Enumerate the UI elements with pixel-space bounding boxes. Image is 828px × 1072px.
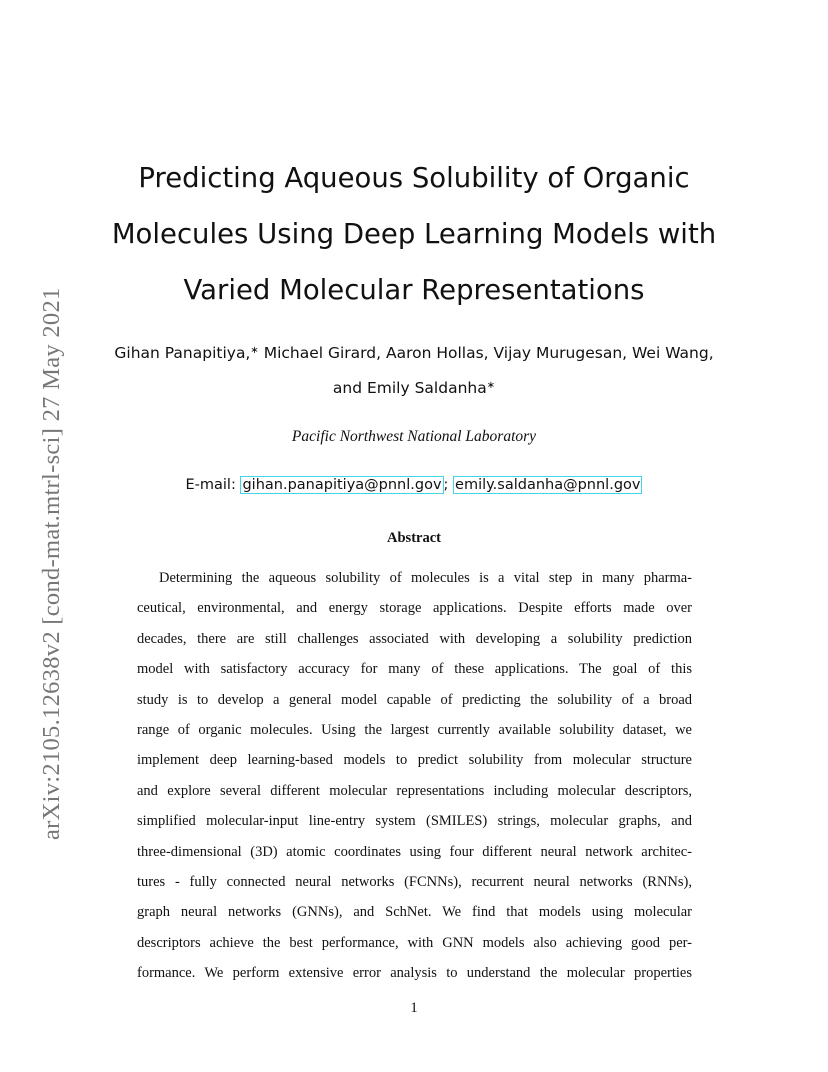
author-name-first: Gihan Panapitiya, xyxy=(114,344,251,362)
abstract-line: simplified molecular-input line-entry system (SMILES) strings, molecular graphs, and xyxy=(137,813,692,830)
author-name-last: and Emily Saldanha xyxy=(332,379,487,397)
abstract-line: formance. We perform extensive error analysis to understand the molecular properties xyxy=(137,965,692,982)
author-line xyxy=(60,336,768,371)
title-line: Varied Molecular Representations xyxy=(183,274,645,306)
abstract-line: graph neural networks (GNNs), and SchNet. We find that models using molecular xyxy=(137,904,692,921)
email-link-1[interactable]: gihan.panapitiya@pnnl.gov xyxy=(242,477,442,493)
abstract-body xyxy=(137,563,692,989)
email-label: E-mail: xyxy=(185,477,241,493)
paper-title xyxy=(40,150,788,318)
abstract-line: tures - fully connected neural networks (FCNNs), recurrent neural networks (RNNs), xyxy=(137,874,692,891)
abstract-line: decades, there are still challenges associated with developing a solubility prediction xyxy=(137,630,692,647)
email-separator: ; xyxy=(443,477,454,493)
abstract-line: and explore several different molecular representations including molecular descriptors, xyxy=(137,782,692,799)
author-names-rest: Michael Girard, Aaron Hollas, Vijay Murugesan, Wei Wang, xyxy=(258,344,714,362)
author-list xyxy=(60,336,768,406)
abstract-line: model with satisfactory accuracy for many of these applications. The goal of this xyxy=(137,661,692,678)
affiliation: Pacific Northwest National Laboratory xyxy=(291,428,537,445)
abstract-line: descriptors achieve the best performance, with GNN models also achieving good per- xyxy=(137,934,692,951)
arxiv-stamp: arXiv:2105.12638v2 [cond-mat.mtrl-sci] 27 May 2021 xyxy=(38,287,65,840)
corresponding-author-mark: ∗ xyxy=(486,380,496,391)
abstract-line: ceutical, environmental, and energy storage applications. Despite efforts made over xyxy=(137,600,692,617)
corresponding-author-mark: ∗ xyxy=(250,345,259,356)
title-line: Molecules Using Deep Learning Models with xyxy=(111,218,717,250)
page-number: 1 xyxy=(410,1000,418,1016)
email-line xyxy=(60,477,768,493)
title-line: Predicting Aqueous Solubility of Organic xyxy=(138,162,690,194)
author-line xyxy=(60,371,768,406)
abstract-line: three-dimensional (3D) atomic coordinates using four different neural network architec- xyxy=(137,843,692,860)
abstract-line: study is to develop a general model capable of predicting the solubility of a broad xyxy=(137,691,692,708)
abstract-line: Determining the aqueous solubility of molecules is a vital step in many pharma- xyxy=(159,570,692,586)
email-link-2[interactable]: emily.saldanha@pnnl.gov xyxy=(455,477,641,493)
abstract-line: range of organic molecules. Using the largest currently available solubility dataset, we xyxy=(137,722,692,739)
abstract-heading: Abstract xyxy=(387,530,441,546)
abstract-line: implement deep learning-based models to predict solubility from molecular structure xyxy=(137,752,692,769)
